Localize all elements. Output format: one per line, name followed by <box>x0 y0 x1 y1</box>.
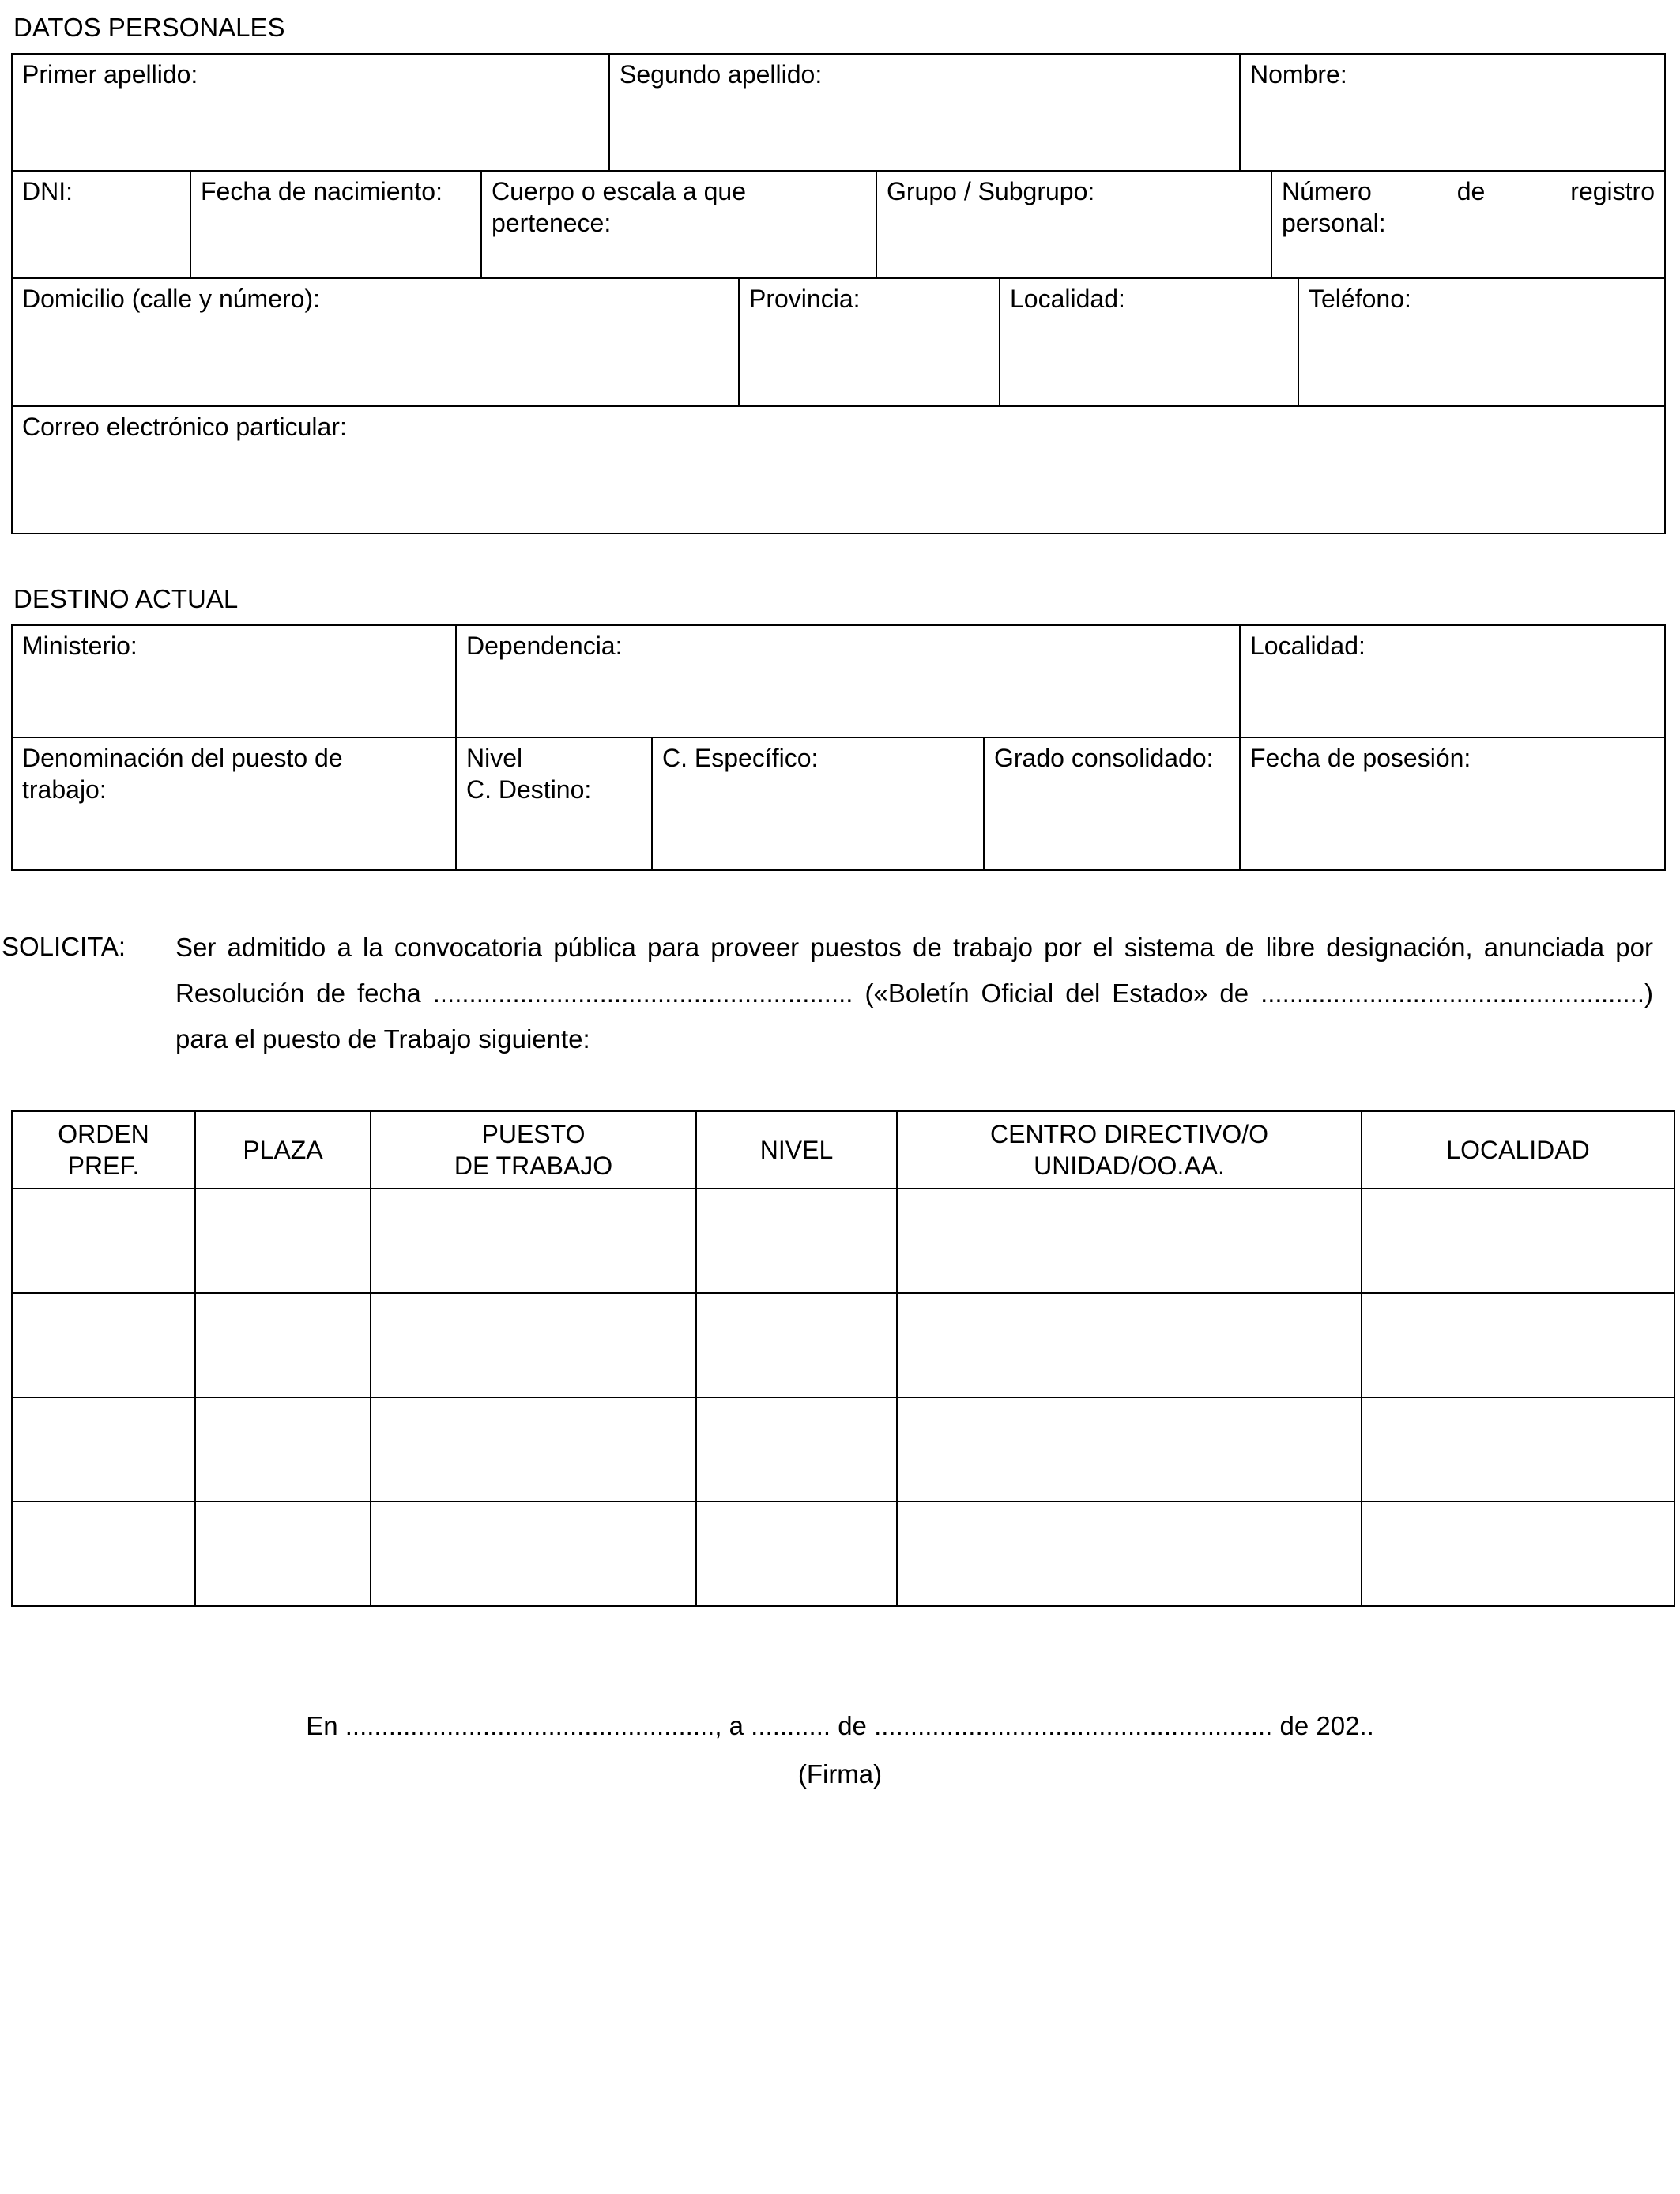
solicita-text <box>175 925 1653 1062</box>
table-cell[interactable] <box>1362 1294 1674 1398</box>
table-cell[interactable] <box>196 1189 371 1294</box>
header-nivel-label: NIVEL <box>759 1136 834 1164</box>
correo-field[interactable] <box>13 407 1664 533</box>
grado-consolidado-label: Grado consolidado: <box>994 744 1214 772</box>
table-cell[interactable] <box>1362 1502 1674 1605</box>
table-cell[interactable] <box>898 1398 1362 1502</box>
header-localidad-label: LOCALIDAD <box>1446 1136 1590 1164</box>
fecha-posesion-label: Fecha de posesión: <box>1250 744 1471 772</box>
dependencia-label: Dependencia: <box>466 631 623 660</box>
localidad-label: Localidad: <box>1010 285 1125 313</box>
table-cell[interactable] <box>697 1189 898 1294</box>
fecha-nacimiento-field[interactable] <box>191 172 482 279</box>
telefono-label: Teléfono: <box>1309 285 1411 313</box>
ministerio-field[interactable] <box>13 626 457 738</box>
nombre-field[interactable] <box>1241 55 1664 172</box>
table-cell[interactable] <box>196 1502 371 1605</box>
header-puesto-trabajo <box>371 1112 697 1189</box>
table-cell[interactable] <box>371 1294 697 1398</box>
table-cell[interactable] <box>371 1502 697 1605</box>
nombre-label: Nombre: <box>1250 60 1347 89</box>
provincia-label: Provincia: <box>749 285 861 313</box>
primer-apellido-label: Primer apellido: <box>22 60 198 89</box>
complemento-especifico-field[interactable] <box>653 738 985 869</box>
denominacion-puesto-label-line1: Denominación del puesto de <box>22 744 343 772</box>
table-cell[interactable] <box>1362 1189 1674 1294</box>
header-orden-line2: PREF. <box>67 1152 140 1180</box>
fecha-posesion-field[interactable] <box>1241 738 1664 869</box>
grupo-subgrupo-field[interactable] <box>877 172 1272 279</box>
provincia-field[interactable] <box>740 279 1000 407</box>
domicilio-field[interactable] <box>13 279 740 407</box>
dni-field[interactable] <box>13 172 191 279</box>
table-cell[interactable] <box>1362 1398 1674 1502</box>
table-cell[interactable] <box>13 1398 196 1502</box>
cuerpo-escala-label-line2: pertenece: <box>492 209 612 237</box>
domicilio-label: Domicilio (calle y número): <box>22 285 320 313</box>
table-cell[interactable] <box>898 1294 1362 1398</box>
header-plaza <box>196 1112 371 1189</box>
dependencia-field[interactable] <box>457 626 1241 738</box>
nivel-destino-label-line2: C. Destino: <box>466 775 592 804</box>
table-cell[interactable] <box>898 1189 1362 1294</box>
nivel-destino-field[interactable] <box>457 738 653 869</box>
firma-label: (Firma) <box>797 1759 883 1789</box>
puestos-table <box>11 1110 1675 1607</box>
table-cell[interactable] <box>697 1502 898 1605</box>
header-plaza-label: PLAZA <box>243 1136 323 1164</box>
nivel-destino-label-line1: Nivel <box>466 744 523 772</box>
header-orden-line1: ORDEN <box>58 1120 149 1148</box>
table-cell[interactable] <box>898 1502 1362 1605</box>
header-centro-line2: UNIDAD/OO.AA. <box>1034 1152 1225 1180</box>
datos-personales-table <box>11 53 1666 534</box>
numero-registro-label-line1: Número de registro <box>1282 177 1655 205</box>
solicita-line-1: Ser admitido a la convocatoria pública para proveer puestos de trabajo por el sistema de libre designación, anunciada por <box>175 933 1653 962</box>
numero-registro-field[interactable] <box>1272 172 1664 279</box>
segundo-apellido-label: Segundo apellido: <box>620 60 823 89</box>
localidad-field[interactable] <box>1000 279 1299 407</box>
header-nivel <box>697 1112 898 1189</box>
destino-actual-table <box>11 624 1666 871</box>
grupo-subgrupo-label: Grupo / Subgrupo: <box>887 177 1095 205</box>
lugar-fecha-line: En ..................................................., a ........... de ....................................................... de 202.. <box>306 1711 1374 1740</box>
header-localidad <box>1362 1112 1674 1189</box>
table-cell[interactable] <box>371 1189 697 1294</box>
table-cell[interactable] <box>697 1398 898 1502</box>
denominacion-puesto-label-line2: trabajo: <box>22 775 107 804</box>
dni-label: DNI: <box>22 177 73 205</box>
table-cell[interactable] <box>196 1398 371 1502</box>
table-cell[interactable] <box>697 1294 898 1398</box>
header-orden-pref <box>13 1112 196 1189</box>
section-title-destino-actual: DESTINO ACTUAL <box>13 584 239 613</box>
localidad-destino-label: Localidad: <box>1250 631 1365 660</box>
complemento-especifico-label: C. Específico: <box>662 744 819 772</box>
header-centro-line1: CENTRO DIRECTIVO/O <box>989 1120 1268 1148</box>
solicita-line-3: para el puesto de Trabajo siguiente: <box>175 1024 590 1054</box>
correo-label: Correo electrónico particular: <box>22 413 347 441</box>
section-title-datos-personales: DATOS PERSONALES <box>13 13 285 42</box>
cuerpo-escala-label-line1: Cuerpo o escala a que <box>492 177 746 205</box>
fecha-nacimiento-label: Fecha de nacimiento: <box>201 177 443 205</box>
localidad-destino-field[interactable] <box>1241 626 1664 738</box>
cuerpo-escala-field[interactable] <box>482 172 877 279</box>
segundo-apellido-field[interactable] <box>610 55 1241 172</box>
grado-consolidado-field[interactable] <box>985 738 1241 869</box>
table-cell[interactable] <box>13 1502 196 1605</box>
numero-registro-label-line2: personal: <box>1282 209 1386 237</box>
solicita-label: SOLICITA: <box>2 932 126 961</box>
table-cell[interactable] <box>13 1189 196 1294</box>
header-centro-directivo <box>898 1112 1362 1189</box>
table-cell[interactable] <box>196 1294 371 1398</box>
header-puesto-line1: PUESTO <box>481 1120 586 1148</box>
table-cell[interactable] <box>371 1398 697 1502</box>
ministerio-label: Ministerio: <box>22 631 137 660</box>
table-cell[interactable] <box>13 1294 196 1398</box>
header-puesto-line2: DE TRABAJO <box>454 1152 613 1180</box>
primer-apellido-field[interactable] <box>13 55 610 172</box>
solicita-line-2: Resolución de fecha .......................................................... («Boletín Oficial del Estado» de .....................................................) <box>175 978 1653 1008</box>
telefono-field[interactable] <box>1299 279 1664 407</box>
denominacion-puesto-field[interactable] <box>13 738 457 869</box>
